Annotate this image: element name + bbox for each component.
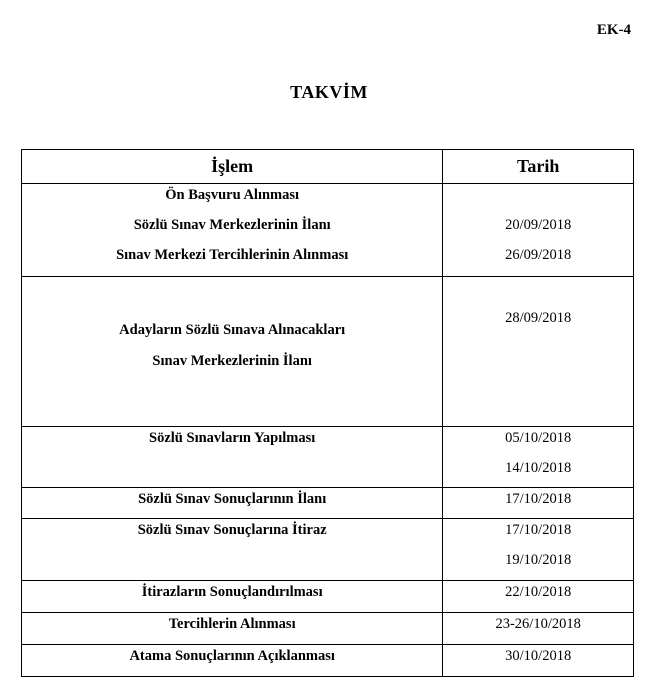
process-line: Tercihlerin Alınması <box>168 616 296 632</box>
process-line: Sözlü Sınav Merkezlerinin İlanı <box>133 217 331 233</box>
date-line: 22/10/2018 <box>505 584 572 600</box>
process-line: Atama Sonuçlarının Açıklanması <box>129 648 335 664</box>
date-line: 20/09/2018 <box>505 217 572 233</box>
process-line: Adayların Sözlü Sınava Alınacakları <box>119 321 346 338</box>
date-cell <box>443 488 634 519</box>
column-header-process: İşlem <box>22 150 443 184</box>
process-line: Sınav Merkezi Tercihlerinin Alınması <box>116 247 349 263</box>
document-title: TAKVİM <box>290 82 368 102</box>
date-line: 28/09/2018 <box>505 310 572 326</box>
process-cell <box>22 613 443 645</box>
process-line: Sözlü Sınavların Yapılması <box>149 430 316 446</box>
process-cell <box>22 645 443 677</box>
process-cell <box>22 427 443 488</box>
date-line: 30/10/2018 <box>505 648 572 664</box>
date-line: 14/10/2018 <box>505 460 572 476</box>
table-row <box>22 645 634 677</box>
process-cell <box>22 519 443 581</box>
date-cell <box>443 277 634 427</box>
table-row <box>22 519 634 581</box>
table-row <box>22 427 634 488</box>
date-cell <box>443 645 634 677</box>
date-cell <box>443 519 634 581</box>
process-cell <box>22 488 443 519</box>
date-line: 17/10/2018 <box>505 522 572 538</box>
date-cell <box>443 427 634 488</box>
date-line: 26/09/2018 <box>505 247 572 263</box>
date-line: 19/10/2018 <box>505 552 572 568</box>
process-cell <box>22 277 443 427</box>
process-line: Ön Başvuru Alınması <box>165 187 300 203</box>
process-cell <box>22 184 443 277</box>
date-cell <box>443 581 634 613</box>
process-line: Sözlü Sınav Sonuçlarının İlanı <box>138 491 327 507</box>
table-row <box>22 184 634 277</box>
process-line: Sınav Merkezlerinin İlanı <box>152 352 312 369</box>
table-header-row <box>22 150 634 184</box>
table-row <box>22 613 634 645</box>
date-line: 05/10/2018 <box>505 430 572 446</box>
date-line: 17/10/2018 <box>505 491 572 507</box>
date-line: 23-26/10/2018 <box>495 616 581 632</box>
column-header-date: Tarih <box>443 150 634 184</box>
process-line: İtirazların Sonuçlandırılması <box>141 584 323 600</box>
table-row <box>22 277 634 427</box>
annex-label: EK-4 <box>596 22 631 38</box>
table-row <box>22 581 634 613</box>
schedule-table <box>21 149 634 677</box>
process-line: Sözlü Sınav Sonuçlarına İtiraz <box>137 522 327 538</box>
process-cell <box>22 581 443 613</box>
date-cell <box>443 613 634 645</box>
table-row <box>22 488 634 519</box>
date-cell <box>443 184 634 277</box>
